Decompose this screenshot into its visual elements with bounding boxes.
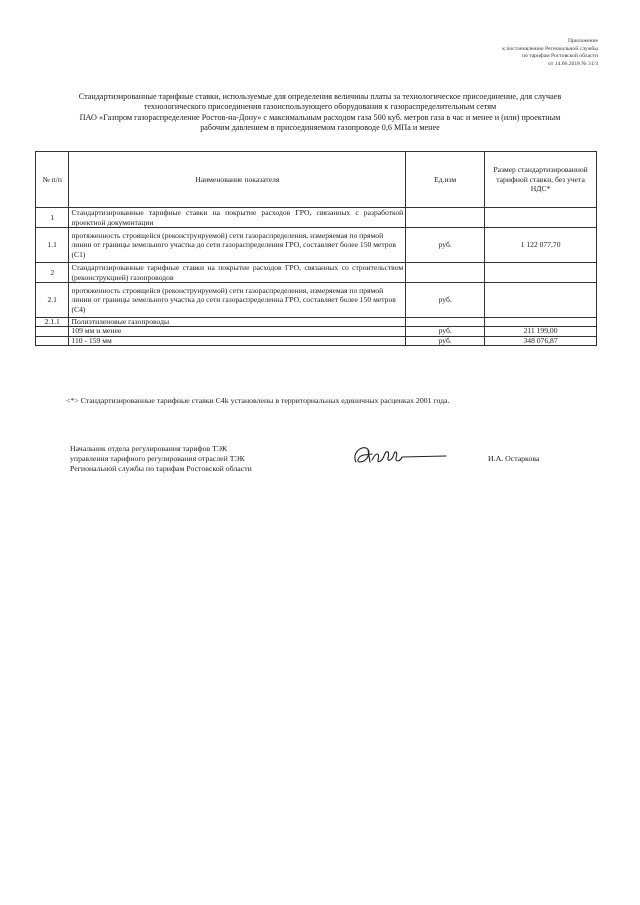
- row-value: [485, 208, 597, 228]
- handwritten-signature: [350, 440, 450, 470]
- row-value: 211 199,00: [485, 327, 597, 336]
- tariff-table: [35, 151, 597, 346]
- signer-position: [70, 444, 330, 475]
- title-line: технологического присоединения газоиспользующего оборудования к газораспределительным сетям: [143, 102, 497, 112]
- appendix-line: от 14.06.2018 № 31/3: [548, 60, 598, 67]
- row-name: Стандартизированные тарифные ставки на покрытие расходов ГРО, связанных со строительством (реконструкцией) газопроводов: [69, 263, 406, 283]
- row-value: 348 076,87: [485, 336, 597, 345]
- row-unit: [406, 263, 485, 283]
- header-value: Размер стандартизированной тарифной ставки, без учета НДС*: [485, 152, 597, 208]
- row-num: 2.1: [36, 283, 69, 318]
- title-line: Стандартизированные тарифные ставки, используемые для определения величины платы за технологическое присоединение, для случаев: [78, 92, 562, 101]
- row-unit: руб.: [406, 283, 485, 318]
- row-value: [485, 263, 597, 283]
- footnote: <*> Стандартизированные тарифные ставки С4k установлены в территориальных единичных расценках 2001 года.: [66, 396, 450, 405]
- title-line: рабочим давлением в присоединяемом газопроводе 0,6 МПа и менее: [200, 123, 440, 133]
- row-num: [36, 327, 69, 336]
- table-row: [36, 228, 597, 263]
- row-unit: руб.: [406, 228, 485, 263]
- table-row: [36, 327, 597, 336]
- table-header-row: [36, 152, 597, 208]
- row-name: протяженность строящейся (реконструируемой) сети газораспределения, измеряемая по прямой линии от границы земельного участка до сети газораспределения ГРО, составляет более 150 метров (С1): [69, 228, 406, 263]
- header-unit: Ед.изм: [406, 152, 485, 208]
- row-unit: руб.: [406, 336, 485, 345]
- row-name: Полиэтиленовые газопроводы: [69, 318, 406, 327]
- table-row: [36, 263, 597, 283]
- table-row: [36, 208, 597, 228]
- row-name: Стандартизированные тарифные ставки на покрытие расходов ГРО, связанных с разработкой проектной документации: [69, 208, 406, 228]
- row-num: 2: [36, 263, 69, 283]
- row-name: 110 - 159 мм: [69, 336, 406, 345]
- row-value: 1 122 077,70: [485, 228, 597, 263]
- row-name: 109 мм и менее: [69, 327, 406, 336]
- header-num: № п/п: [36, 152, 69, 208]
- appendix-note: [398, 38, 598, 68]
- table-row: [36, 283, 597, 318]
- appendix-line: по тарифам Ростовской области: [522, 53, 598, 60]
- row-num: [36, 336, 69, 345]
- header-name: Наименование показателя: [69, 152, 406, 208]
- row-num: 1: [36, 208, 69, 228]
- signer-line: Региональной службы по тарифам Ростовской области: [70, 464, 252, 474]
- row-num: 2.1.1: [36, 318, 69, 327]
- signer-name: И.А. Остаркова: [488, 454, 540, 463]
- signer-line: управления тарифного регулирования отраслей ТЭК: [70, 454, 245, 464]
- row-unit: руб.: [406, 327, 485, 336]
- row-value: [485, 283, 597, 318]
- document-title: [30, 92, 610, 134]
- row-name: протяженность строящейся (реконструируемой) сети газораспределения, измеряемая по прямой линии от границы земельного участка до сети газораспределенна ГРО, составляет более 150 метров (С4): [69, 283, 406, 318]
- title-line: ПАО «Газпром газораспределение Ростов-на-Дону» с максимальным расходом газа 500 куб. метров газа в час и менее и (или) проектным: [79, 112, 561, 122]
- signer-line: Начальник отдела регулирования тарифов ТЭК: [70, 444, 228, 453]
- table-row: [36, 336, 597, 345]
- row-num: 1.1: [36, 228, 69, 263]
- row-unit: [406, 208, 485, 228]
- appendix-line: Приложение: [567, 38, 598, 44]
- appendix-line: к постановлению Региональной службы: [502, 45, 598, 52]
